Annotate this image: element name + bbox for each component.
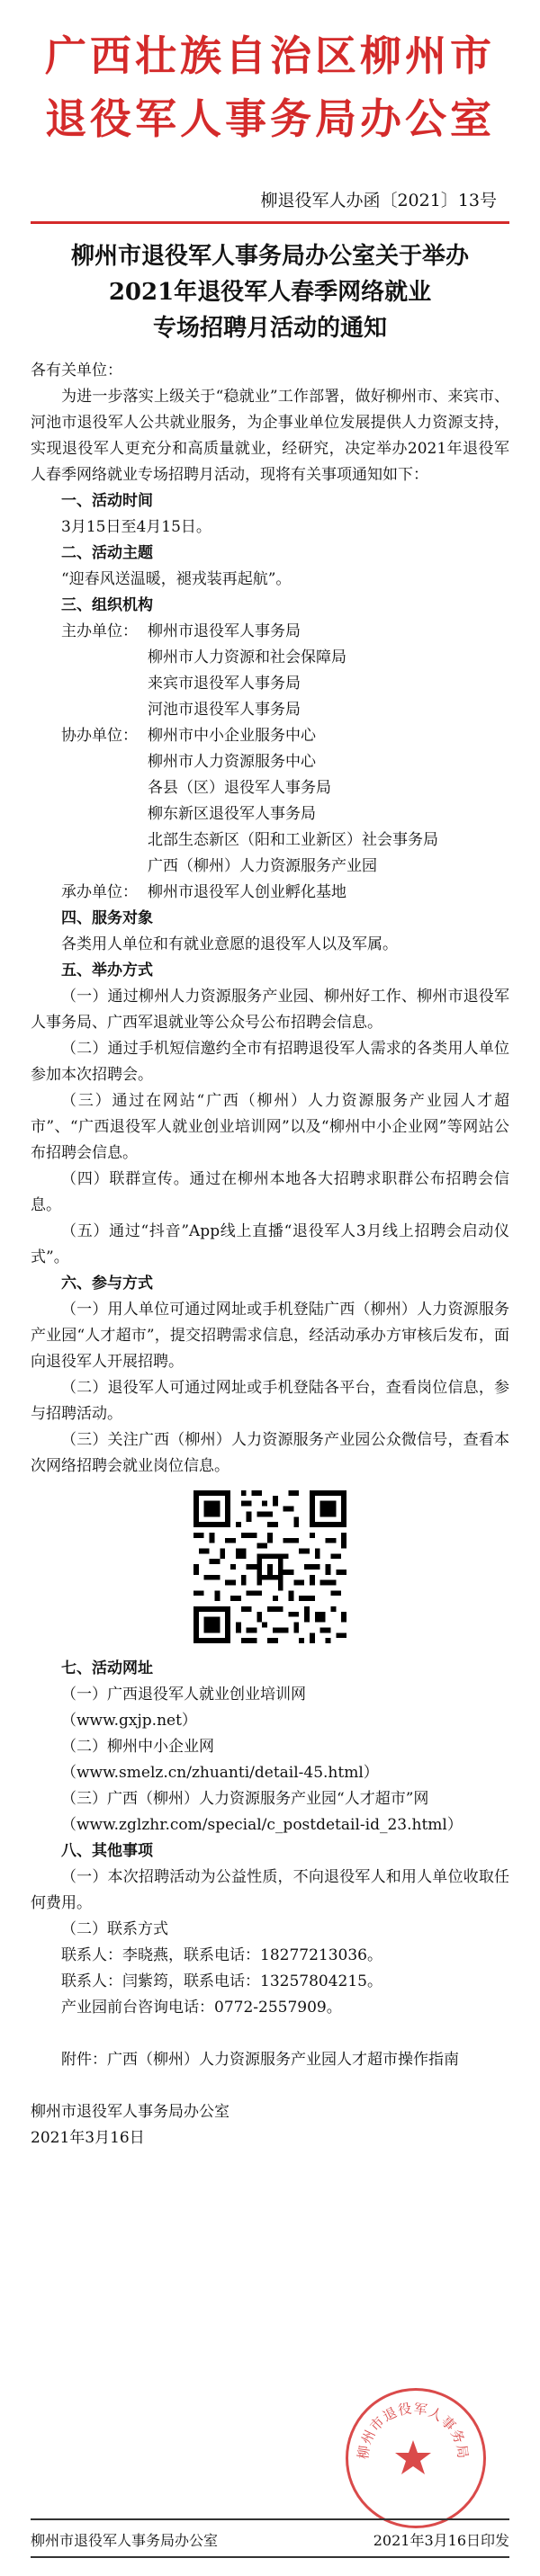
co-unit: 北部生态新区（阳和工业新区）社会事务局	[148, 831, 438, 849]
qr-code	[194, 1490, 346, 1643]
section-2-heading: 二、活动主题	[61, 544, 153, 562]
section-5-item: （一）通过柳州人力资源服务产业园、柳州好工作、柳州市退役军人事务局、广西军退就业等公众号公布招聘会信息。	[31, 988, 509, 1032]
link-name: （一）广西退役军人就业创业培训网	[61, 1686, 306, 1704]
section-8-item: （二）联系方式	[61, 1920, 168, 1938]
co-units	[31, 723, 509, 880]
footer-top-rule	[31, 2518, 509, 2520]
host-unit: 河池市退役军人事务局	[148, 701, 301, 719]
section-3-heading: 三、组织机构	[61, 596, 153, 614]
section-7-heading: 七、活动网址	[61, 1659, 153, 1677]
section-6-item: （三）关注广西（柳州）人力资源服务产业园公众微信号，查看本次网络招聘会就业岗位信息。	[31, 1431, 509, 1475]
section-1-heading: 一、活动时间	[61, 492, 153, 510]
attachment-note: 附件：广西（柳州）人力资源服务产业园人才超市操作指南	[61, 2051, 459, 2069]
host-unit: 来宾市退役军人事务局	[148, 675, 301, 693]
organizer-label: 承办单位：	[61, 883, 138, 901]
title-line-3: 专场招聘月活动的通知	[152, 315, 387, 342]
red-divider	[31, 221, 509, 224]
link-url[interactable]: （www.smelz.cn/zhuanti/detail-45.html）	[61, 1764, 379, 1782]
host-label: 主办单位：	[61, 622, 138, 640]
co-unit: 柳州市人力资源服务中心	[148, 753, 316, 771]
footer-issuer: 柳州市退役军人事务局办公室	[31, 2532, 219, 2549]
host-units	[31, 619, 509, 723]
contact-line: 联系人：闫紫筠，联系电话：13257804215。	[61, 1972, 382, 1990]
section-6-item: （一）用人单位可通过网址或手机登陆广西（柳州）人力资源服务产业园“人才超市”，提交招聘需求信息，经活动承办方审核后发布，面向退役军人开展招聘。	[31, 1301, 509, 1371]
contact-line: 联系人：李晓燕，联系电话：18277213036。	[61, 1946, 382, 1964]
print-footer	[31, 2529, 509, 2550]
co-unit: 柳州市中小企业服务中心	[148, 727, 316, 745]
host-unit: 柳州市退役军人事务局	[148, 622, 301, 640]
seal-star-icon	[395, 2440, 431, 2474]
link-url[interactable]: （www.gxjp.net）	[61, 1712, 197, 1730]
qr-code-image	[194, 1490, 346, 1643]
section-5-item: （四）联群宣传。通过在柳州本地各大招聘求职群公布招聘会信息。	[31, 1170, 509, 1214]
document-number: 柳退役军人办函〔2021〕13号	[260, 191, 497, 210]
section-6-item: （二）退役军人可通过网址或手机登陆各平台，查看岗位信息，参与招聘活动。	[31, 1379, 509, 1423]
section-5-item: （五）通过“抖音”App线上直播“退役军人3月线上招聘会启动仪式”。	[31, 1222, 509, 1266]
salutation: 各有关单位：	[31, 362, 122, 380]
title-line-2: 2021年退役军人春季网络就业	[108, 279, 432, 306]
section-2-text: “迎春风送温暖，褪戎装再起航”。	[61, 570, 292, 588]
header-line-2: 退役军人事务局办公室	[45, 94, 495, 143]
link-name: （二）柳州中小企业网	[61, 1738, 214, 1756]
link-name: （三）广西（柳州）人力资源服务产业园“人才超市”网	[61, 1790, 429, 1808]
intro-paragraph: 为进一步落实上级关于“稳就业”工作部署，做好柳州市、来宾市、河池市退役军人公共就业服务，为企事业单位发展提供人力资源支持，实现退役军人更充分和高质量就业，经研究，决定举办2021年退役军人春季网络就业专场招聘月活动，现将有关事项通知如下：	[31, 388, 509, 484]
co-unit: 柳东新区退役军人事务局	[148, 805, 316, 823]
section-5-item: （三）通过在网站“广西（柳州）人力资源服务产业园人才超市”、“广西退役军人就业创业培训网”以及“柳州中小企业网”等网站公布招聘会信息。	[31, 1092, 509, 1162]
co-label: 协办单位：	[61, 727, 138, 745]
link-url[interactable]: （www.zglzhr.com/special/c_postdetail-id_23.html）	[61, 1816, 463, 1834]
section-1-text: 3月15日至4月15日。	[61, 518, 212, 536]
notice-body	[31, 358, 509, 2151]
official-seal	[346, 2388, 486, 2528]
section-5-heading: 五、举办方式	[61, 962, 153, 979]
seal-text: 柳州市退役军人事务局	[355, 2400, 472, 2461]
footer-print-date: 2021年3月16日印发	[373, 2532, 509, 2549]
footer-bottom-rule	[31, 2556, 509, 2558]
title-line-1: 柳州市退役军人事务局办公室关于举办	[70, 243, 469, 270]
header-line-1: 广西壮族自治区柳州市	[45, 31, 495, 80]
section-8-item: （一）本次招聘活动为公益性质，不向退役军人和用人单位收取任何费用。	[31, 1868, 509, 1912]
organizer-unit	[31, 880, 509, 906]
host-unit: 柳州市人力资源和社会保障局	[148, 648, 346, 666]
signature-date: 2021年3月16日	[31, 2129, 145, 2147]
signature-org: 柳州市退役军人事务局办公室	[31, 2103, 230, 2121]
notice-title	[0, 238, 540, 346]
section-5-item: （二）通过手机短信邀约全市有招聘退役军人需求的各类用人单位参加本次招聘会。	[31, 1040, 509, 1084]
co-unit: 广西（柳州）人力资源服务产业园	[148, 857, 377, 875]
co-unit: 各县（区）退役军人事务局	[148, 779, 331, 797]
organizer-name: 柳州市退役军人创业孵化基地	[148, 883, 346, 901]
seal-graphic	[346, 2388, 481, 2523]
contact-line: 产业园前台咨询电话：0772-2557909。	[61, 1999, 342, 2017]
section-8-heading: 八、其他事项	[61, 1842, 153, 1860]
section-4-heading: 四、服务对象	[61, 909, 153, 927]
section-6-heading: 六、参与方式	[61, 1275, 153, 1292]
section-4-text: 各类用人单位和有就业意愿的退役军人以及军属。	[61, 935, 398, 953]
